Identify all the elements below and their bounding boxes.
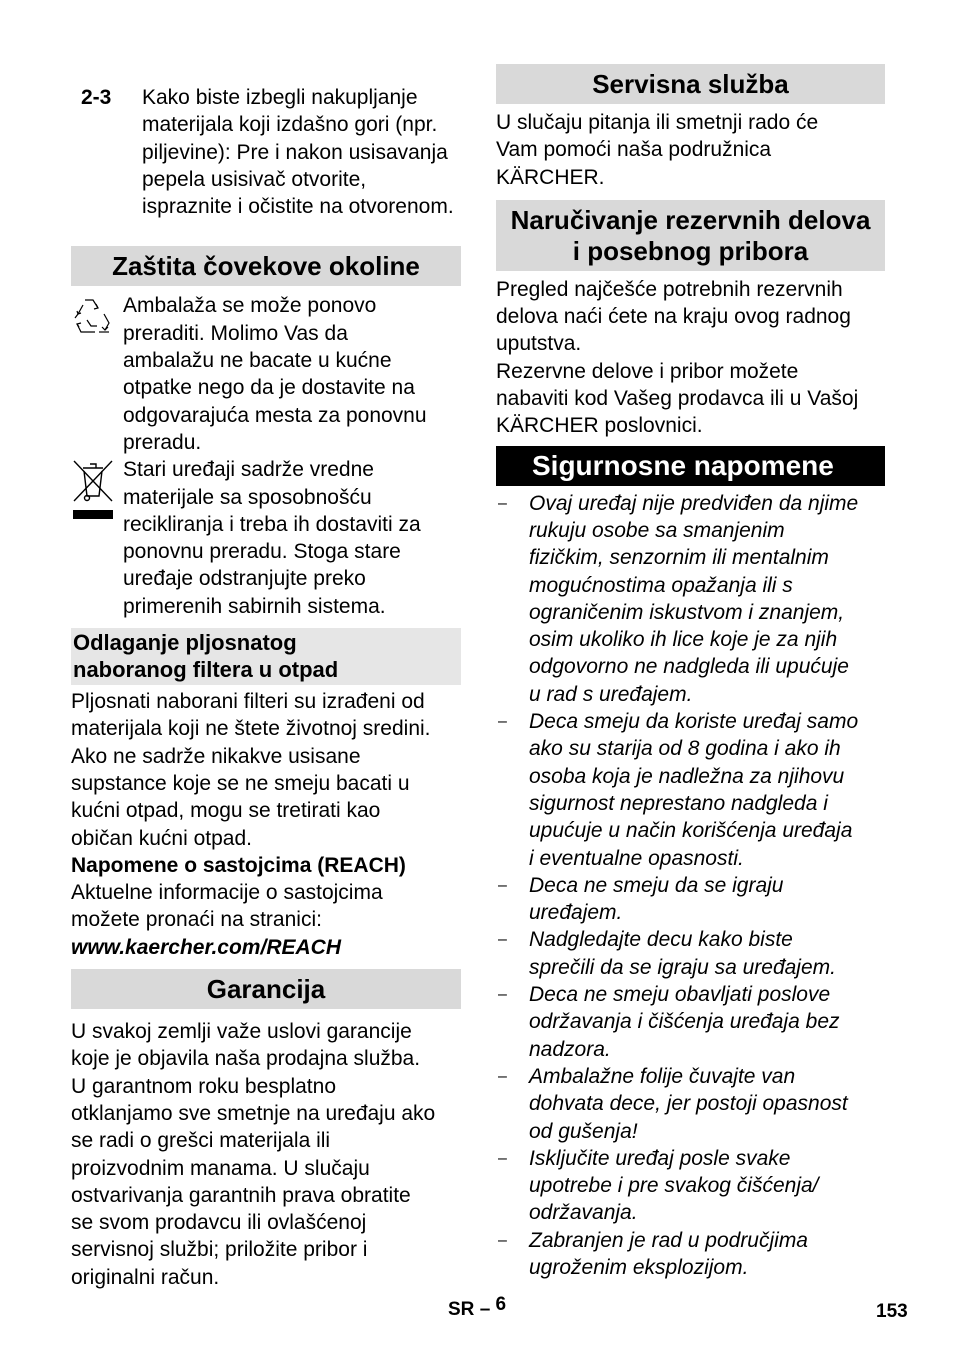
footer-language-section bbox=[448, 1296, 506, 1323]
safety-item bbox=[496, 1063, 885, 1145]
text-line: nabaviti kod Vašeg prodavca ili u Vašoj bbox=[496, 387, 859, 411]
step-2-3 bbox=[81, 84, 461, 220]
safety-item bbox=[496, 872, 885, 927]
text-line: sigurnost neprestano nadgleda i bbox=[529, 791, 828, 815]
text-line: delova naći ćete na kraju ovog radnog bbox=[496, 305, 851, 329]
weee-text bbox=[123, 456, 461, 620]
text-line: Aktuelne informacije o sastojcima bbox=[71, 881, 383, 905]
text-line: Deca ne smeju obavljati poslove bbox=[529, 983, 831, 1007]
text-line: preraditi. Molimo Vas da bbox=[123, 321, 348, 345]
reach-text bbox=[71, 879, 461, 934]
footer-language: SR bbox=[448, 1299, 475, 1320]
text-line: uređajem. bbox=[529, 901, 623, 925]
text-line: ambalažu ne bacate u kućne bbox=[123, 349, 392, 373]
text-line: otpatke nego da je dostavite na bbox=[123, 376, 415, 400]
footer-section-page: 6 bbox=[495, 1294, 507, 1315]
text-line: servisnoj službi; priložite pribor i bbox=[71, 1238, 368, 1262]
text-line: preradu. bbox=[123, 430, 202, 454]
safety-item bbox=[496, 708, 885, 872]
text-line: Zabranjen je rad u područjima bbox=[529, 1228, 808, 1252]
text-line: U slučaju pitanja ili smetnji rado će bbox=[496, 111, 819, 134]
text-line: ograničenim iskustvom i znanjem, bbox=[529, 600, 845, 624]
text-line: Isključite uređaj posle svake bbox=[529, 1146, 791, 1170]
bullet-dash: – bbox=[498, 986, 507, 1004]
text-line: ispraznite i očistite na otvorenom. bbox=[142, 195, 454, 219]
text-line: Rezervne delove i pribor možete bbox=[496, 359, 799, 383]
text-line: Kako biste izbegli nakupljanje bbox=[142, 86, 418, 109]
reach-link[interactable]: www.kaercher.com/REACH bbox=[71, 935, 341, 959]
text-line: i eventualne opasnosti. bbox=[529, 846, 744, 870]
text-line: kućni otpad, mogu se tretirati kao bbox=[71, 799, 381, 823]
text-line: ugroženim eksplozijom. bbox=[529, 1255, 749, 1279]
left-column bbox=[71, 84, 461, 1291]
text-line: upotrebe i pre svakog čišćenja/ bbox=[529, 1174, 819, 1198]
text-line: održavanja. bbox=[529, 1201, 638, 1225]
text-line: Pljosnati naborani filteri su izrađeni od bbox=[71, 690, 425, 714]
text-line: Ovaj uređaj nije predviđen da njime bbox=[529, 491, 859, 515]
text-line: primerenih sabirnih sistema. bbox=[123, 594, 386, 618]
text-line: Naručivanje rezervnih delova bbox=[510, 204, 871, 235]
text-line: supstance koje se ne smeju bacati u bbox=[71, 771, 410, 795]
text-line: KÄRCHER. bbox=[496, 165, 605, 189]
text-line: Ambalažne folije čuvajte van bbox=[529, 1064, 796, 1088]
text-line: odgovorno ne nadgleda ili upućuje bbox=[529, 655, 849, 679]
crossed-bin-icon bbox=[71, 458, 115, 520]
filter-text bbox=[71, 688, 461, 852]
step-number: 2-3 bbox=[81, 86, 112, 109]
text-line: ostvarivanja garantnih prava obratite bbox=[71, 1183, 411, 1207]
text-line: dohvata dece, jer postoji opasnost bbox=[529, 1092, 848, 1116]
text-line: se svom prodavcu ili ovlašćenoj bbox=[71, 1211, 367, 1235]
bullet-dash: – bbox=[498, 931, 507, 949]
text-line: originalni račun. bbox=[71, 1265, 220, 1289]
text-line: materijala koji izdašno gori (npr. bbox=[142, 113, 438, 137]
heading-warranty: Garancija bbox=[71, 969, 461, 1009]
text-line: Ambalaža se može ponovo bbox=[123, 294, 377, 318]
text-line: osoba koja je nadležna za njihovu bbox=[529, 764, 845, 788]
safety-item bbox=[496, 926, 885, 981]
heading-service: Servisna služba bbox=[496, 64, 885, 104]
bullet-dash: – bbox=[498, 1149, 507, 1167]
text-line: možete pronaći na stranici: bbox=[71, 908, 322, 932]
recycling-icon bbox=[71, 296, 115, 336]
spare-parts-text bbox=[496, 276, 885, 440]
text-line: KÄRCHER poslovnici. bbox=[496, 414, 703, 438]
text-line: Nadgledajte decu kako biste bbox=[529, 928, 793, 952]
text-line: se radi o grešci materijala ili bbox=[71, 1129, 331, 1153]
text-line: u rad s uređajem. bbox=[529, 682, 693, 706]
text-line: odgovarajuća mesta za ponovnu bbox=[123, 403, 427, 427]
recycling-note bbox=[71, 292, 461, 456]
footer-dash: – bbox=[479, 1299, 491, 1320]
text-line: U garantnom roku besplatno bbox=[71, 1074, 336, 1098]
text-line: i posebnog pribora bbox=[572, 235, 809, 266]
safety-item bbox=[496, 1227, 885, 1282]
safety-item bbox=[496, 981, 885, 1063]
text-line: materijala koji ne štete životnoj sredini. bbox=[71, 717, 431, 741]
step-text bbox=[142, 84, 461, 220]
text-line: Ako ne sadrže nikakve usisane bbox=[71, 744, 361, 768]
warranty-text bbox=[71, 1018, 461, 1291]
safety-list bbox=[496, 490, 885, 1282]
text-line: Vam pomoći naša podružnica bbox=[496, 138, 772, 162]
text-line: materijale sa sposobnošću bbox=[123, 485, 372, 509]
safety-item bbox=[496, 490, 885, 708]
bullet-dash: – bbox=[498, 713, 507, 731]
text-line: uputstva. bbox=[496, 332, 582, 356]
text-line: piljevine): Pre i nakon usisavanja bbox=[142, 140, 448, 164]
text-line: nadzora. bbox=[529, 1037, 611, 1061]
text-line: otklanjamo sve smetnje na uređaju ako bbox=[71, 1101, 436, 1125]
text-line: od gušenja! bbox=[529, 1119, 638, 1143]
text-line: rukuju osobe sa smanjenim bbox=[529, 518, 785, 542]
text-line: Stari uređaji sadrže vredne bbox=[123, 458, 374, 482]
reach-heading: Napomene o sastojcima (REACH) bbox=[71, 853, 406, 877]
text-line: održavanja i čišćenja uređaja bez bbox=[529, 1010, 840, 1034]
text-line: U svakoj zemlji važe uslovi garancije bbox=[71, 1020, 412, 1044]
text-line: recikliranja i treba ih dostaviti za bbox=[123, 512, 421, 536]
text-line: ako su starija od 8 godina i ako ih bbox=[529, 737, 841, 761]
recycling-text bbox=[123, 292, 461, 456]
text-line: sprečili da se igraju sa uređajem. bbox=[529, 955, 836, 979]
bullet-dash: – bbox=[498, 876, 507, 894]
heading-filter-disposal bbox=[71, 628, 461, 685]
service-text bbox=[496, 109, 885, 191]
heading-environment: Zaštita čovekove okoline bbox=[71, 246, 461, 286]
text-line: Odlaganje pljosnatog bbox=[73, 630, 297, 656]
text-line: pepela usisivač otvorite, bbox=[142, 167, 367, 191]
safety-item bbox=[496, 1145, 885, 1227]
text-line: koje je objavila naša prodajna služba. bbox=[71, 1047, 421, 1071]
bullet-dash: – bbox=[498, 494, 507, 512]
text-line: proizvodnim manama. U slučaju bbox=[71, 1156, 370, 1180]
text-line: uređaje odstranjujte preko bbox=[123, 567, 366, 591]
text-line: mogućnostima opažanja ili s bbox=[529, 573, 793, 597]
bullet-dash: – bbox=[498, 1231, 507, 1249]
text-line: običan kućni otpad. bbox=[71, 826, 252, 850]
weee-note bbox=[71, 456, 461, 620]
text-line: Deca smeju da koriste uređaj samo bbox=[529, 710, 859, 734]
text-line: fizičkim, senzornim ili mentalnim bbox=[529, 546, 829, 570]
text-line: naboranog filtera u otpad bbox=[73, 657, 339, 683]
text-line: Deca ne smeju da se igraju bbox=[529, 873, 784, 897]
text-line: Pregled najčešće potrebnih rezervnih bbox=[496, 277, 843, 301]
text-line: ponovnu preradu. Stoga stare bbox=[123, 540, 401, 564]
heading-safety: Sigurnosne napomene bbox=[496, 446, 885, 486]
footer-page-number: 153 bbox=[876, 1301, 908, 1322]
right-column bbox=[496, 64, 885, 1281]
bullet-dash: – bbox=[498, 1067, 507, 1085]
text-line: osim ukoliko ih lice koje je za njih bbox=[529, 628, 838, 652]
text-line: upućuje u način korišćenja uređaja bbox=[529, 819, 853, 843]
heading-spare-parts bbox=[496, 200, 885, 271]
